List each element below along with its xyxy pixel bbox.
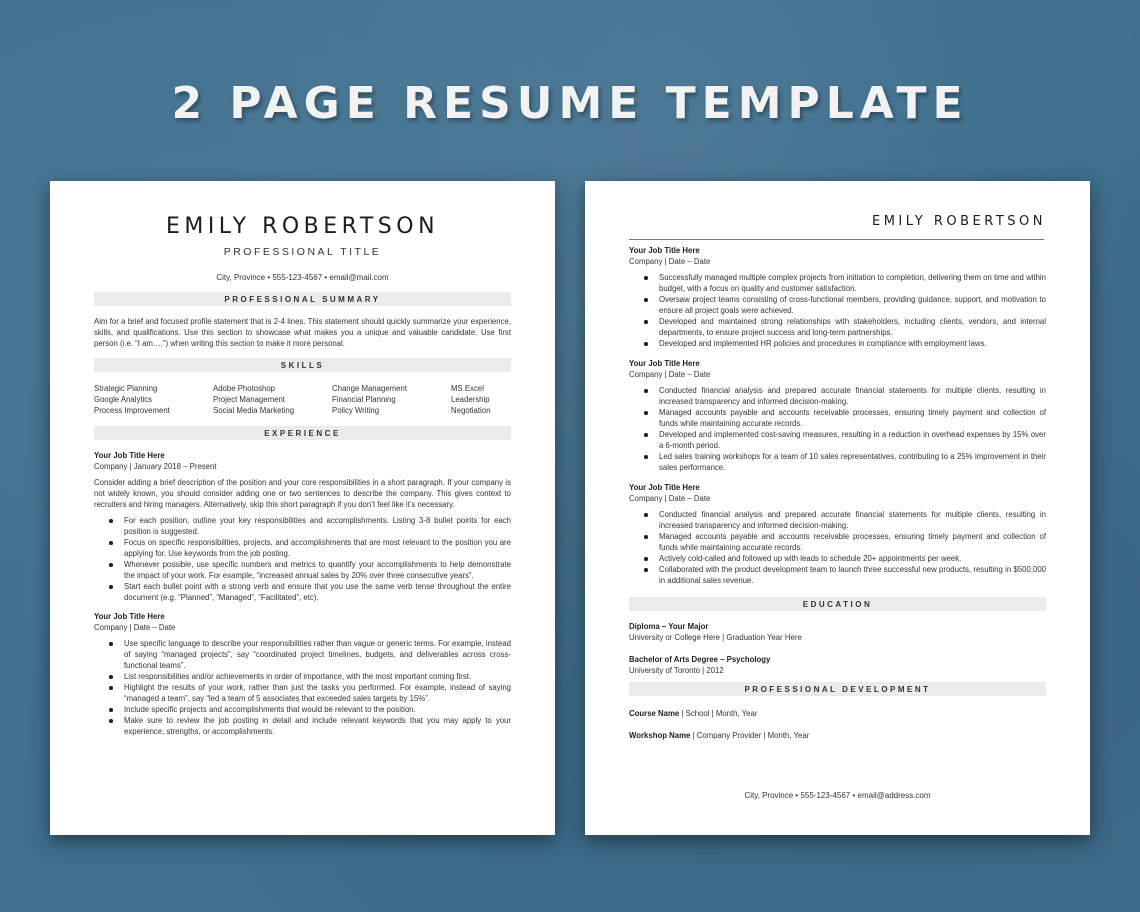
bullet-item: Make sure to review the job posting in detail and include relevant keywords that you may apply to your experience, strengths, or accomplishments. [124,716,511,736]
job-meta: Company | Date – Date [629,370,711,379]
bullet-item: Highlight the results of your work, rather than just the tasks you performed. For example, instead of saying “managed a team”, say “led a team of 5 associates that exceeded sales targets by 15%”. [124,683,511,703]
bullet-item: Whenever possible, use specific numbers and metrics to quantify your accomplishments to help demonstrate the impact of your work. For example, “increased annual sales by 20% over three consecutive years”. [124,560,511,580]
education-entry [629,654,1046,676]
job-entry [94,450,511,603]
skills-column [213,383,332,416]
job-bullets [629,272,1046,349]
job-meta: Company | Date – Date [629,494,711,503]
job-title: Your Job Title Here [629,246,700,255]
summary-text: Aim for a brief and focused profile statement that is 2-4 lines. This statement should quickly summarize your experience, skills, and qualifications. Use this section to showcase what makes you a unique and valuable candidate. Use first person (i.e. “I am….”) when writing this section to make it more personal. [94,317,511,348]
pd-label: Workshop Name [629,731,691,740]
bullet-item: Conducted financial analysis and prepared accurate financial statements for multiple clients, resulting in increased transparency and informed decision-making. [659,386,1046,406]
job-title: Your Job Title Here [94,612,165,621]
bullet-item: Include specific projects and accomplishments that would be relevant to the position. [124,704,511,715]
bullet-item: For each position, outline your key responsibilities and accomplishments. Listing 3-8 bullet points for each position is suggested. [124,516,511,536]
skill-item: Adobe Photoshop [213,384,275,393]
skills-column [332,383,451,416]
pd-detail: | School | Month, Year [679,709,758,718]
bullet-item: Focus on specific responsibilities, projects, and accomplishments that are most relevant to the position you are applying for. Use keywords from the job posting. [124,538,511,558]
job-entry [629,358,1046,473]
skill-item: Social Media Marketing [213,406,295,415]
skill-item: Financial Planning [332,395,396,404]
pd-label: Course Name [629,709,680,718]
header-divider [629,239,1044,240]
job-entry [629,245,1046,349]
candidate-name: EMILY ROBERTSON [165,214,440,239]
job-bullets [629,509,1046,586]
education-degree: Diploma – Your Major [629,622,709,631]
candidate-name: EMILY ROBERTSON [872,214,1046,229]
bullet-item: Led sales training workshops for a team of 10 sales representatives, contributing to a 25% improvement in their sales performance. [659,452,1046,472]
bullet-item: Actively cold-called and followed up with leads to schedule 20+ appointments per week. [659,553,1046,564]
job-meta: Company | Date – Date [629,257,711,266]
professional-development-heading: PROFESSIONAL DEVELOPMENT [629,682,1046,696]
job-entry [94,611,511,737]
bullet-item: Start each bullet point with a strong verb and ensure that you use the same verb tense throughout the entire document (e.g. “Planned”, “Managed”, “Facilitated”, etc). [124,582,511,602]
job-title: Your Job Title Here [629,359,700,368]
education-school: University or College Here | Graduation Year Here [629,633,802,642]
education-heading: EDUCATION [629,597,1046,611]
education-entry [629,621,1046,643]
job-bullets [94,515,511,603]
pd-entry [629,730,1046,741]
bullet-item: List responsibilities and/or achievements in order of importance, with the most important coming first. [124,671,511,682]
experience-heading: EXPERIENCE [94,426,511,440]
job-description: Consider adding a brief description of the position and your core responsibilities in a short paragraph. If your company is not widely known, you should consider adding one or two sentences to describe the company. This gives context to recruiters and hiring managers. Alternatively, skip this short paragraph if you don’t feel like it’s necessary. [94,478,511,509]
bullet-item: Conducted financial analysis and prepared accurate financial statements for multiple clients, resulting in increased transparency and informed decision-making. [659,510,1046,530]
bullet-item: Developed and implemented HR policies and procedures in compliance with employment laws. [659,338,1046,349]
skill-item: Leadership [451,395,490,404]
job-title: Your Job Title Here [629,483,700,492]
job-meta: Company | January 2018 – Present [94,462,217,471]
job-bullets [94,638,511,737]
resume-page-2 [585,181,1090,835]
skill-item: Google Analytics [94,395,153,404]
skill-item: Negotiation [451,406,491,415]
banner-title: 2 PAGE RESUME TEMPLATE [171,78,969,129]
contact-line: City, Province • 555-123-4567 • email@address.com [744,791,931,800]
bullet-item: Oversaw project teams consisting of cross-functional members, providing guidance, support, and motivation to ensure all project goals were achieved. [659,295,1046,315]
job-bullets [629,385,1046,473]
bullet-item: Managed accounts payable and accounts receivable processes, ensuring timely payment and collection of funds while maintaining accurate records. [659,532,1046,552]
job-title: Your Job Title Here [94,451,165,460]
bullet-item: Developed and implemented cost-saving measures, resulting in a reduction in overhead expenses by 15% over a 6-month period. [659,430,1046,450]
bullet-item: Collaborated with the product development team to launch three successful new products, resulting in $500,000 in additional sales revenue. [659,565,1046,585]
bullet-item: Developed and maintained strong relationships with stakeholders, including clients, vendors, and internal departments, to ensure project success and long-term partnerships. [659,317,1046,337]
skills-column [451,383,490,416]
education-degree: Bachelor of Arts Degree – Psychology [629,655,771,664]
skill-item: MS Excel [451,384,484,393]
skill-item: Project Management [213,395,285,404]
skill-item: Policy Writing [332,406,380,415]
skill-item: Process Improvement [94,406,170,415]
skills-grid [94,383,511,416]
bullet-item: Successfully managed multiple complex projects from initiation to completion, delivering them on time and within budget, with a focus on quality and customer satisfaction. [659,273,1046,293]
contact-line: City, Province • 555-123-4567 • email@mail.com [216,273,389,282]
bullet-item: Managed accounts payable and accounts receivable processes, ensuring timely payment and collection of funds while maintaining accurate records. [659,408,1046,428]
education-school: University of Toronto | 2012 [629,666,724,675]
job-entry [629,482,1046,586]
bullet-item: Use specific language to describe your responsibilities rather than vague or generic terms. For example, instead of saying “managed projects”, say “coordinated project timelines, budgets, and deliverables across cross-functional teams”. [124,639,511,670]
skills-heading: SKILLS [94,358,511,372]
summary-heading: PROFESSIONAL SUMMARY [94,292,511,306]
pd-entry [629,708,1046,719]
skills-column [94,383,213,416]
resume-page-1 [50,181,555,835]
pd-detail: | Company Provider | Month, Year [690,731,810,740]
job-meta: Company | Date – Date [94,623,176,632]
skill-item: Change Management [332,384,407,393]
skill-item: Strategic Planning [94,384,158,393]
professional-title: PROFESSIONAL TITLE [223,246,382,258]
